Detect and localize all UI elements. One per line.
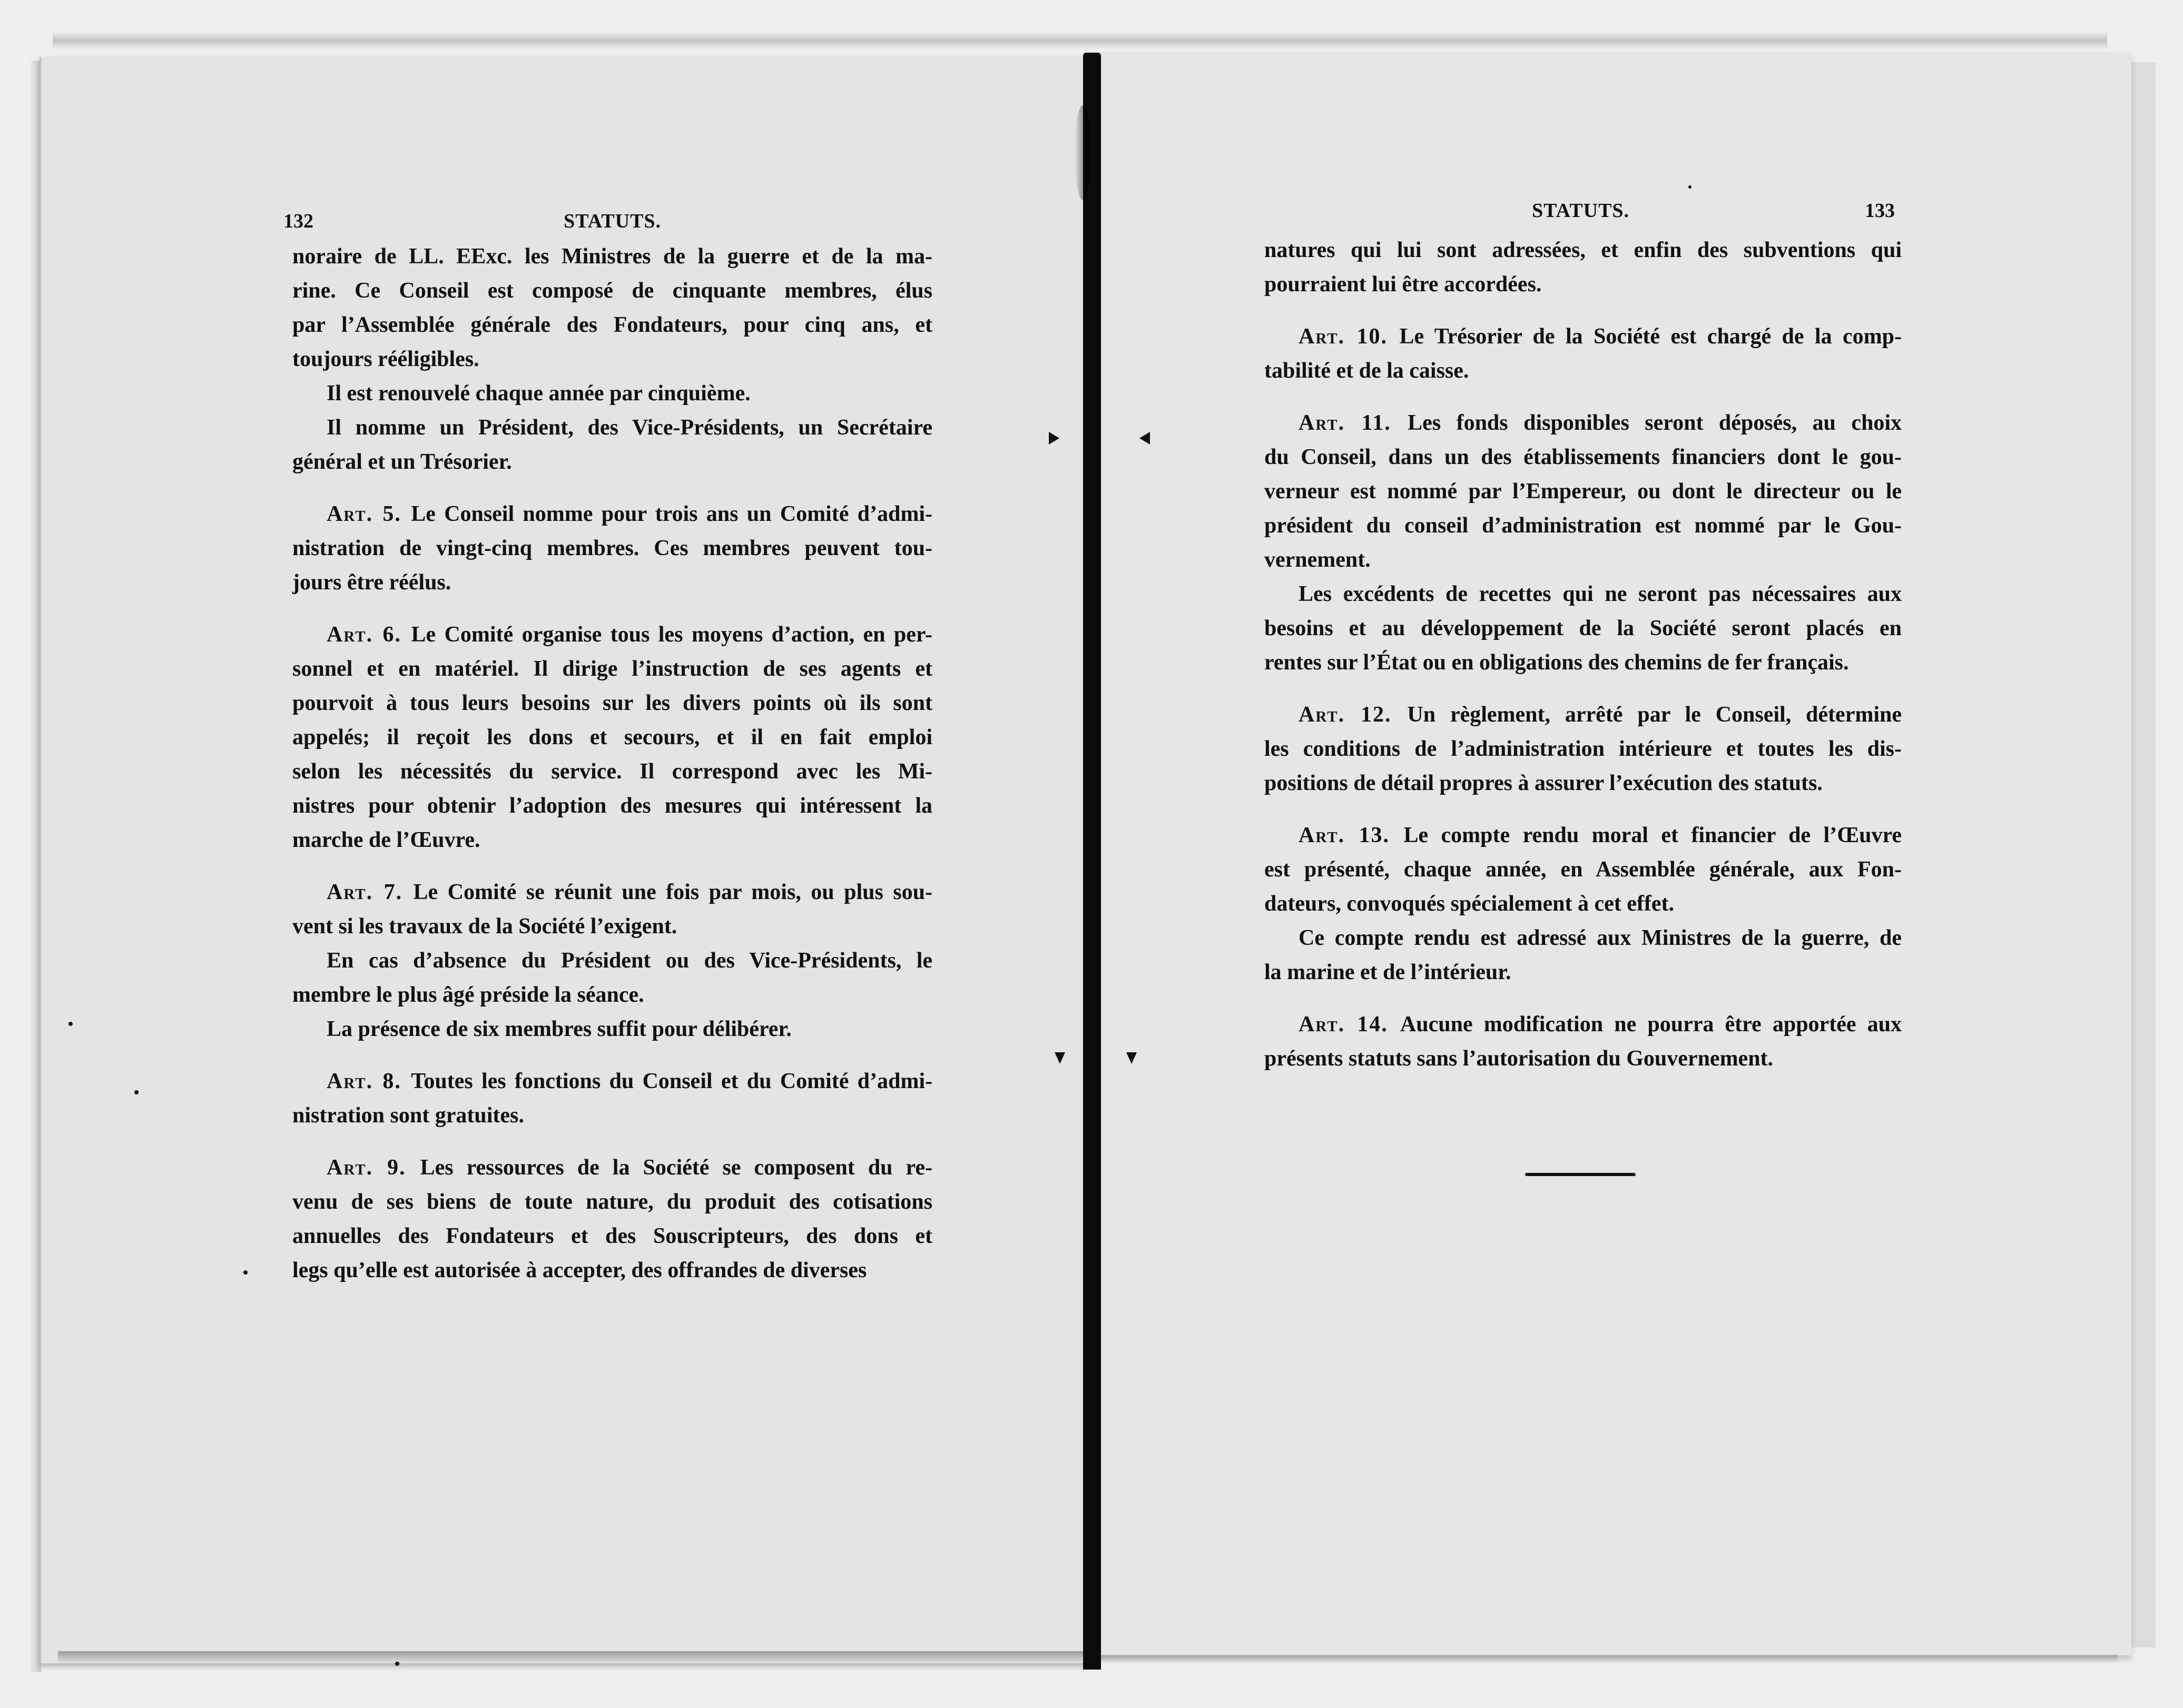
article-label: Art. 12.	[1299, 703, 1408, 727]
article-line: du Conseil, dans un des établissements financiers dont le gou-	[1264, 445, 1902, 469]
article-line: tabilité et de la caisse.	[1264, 359, 1469, 383]
speck	[395, 1662, 399, 1666]
article-label: Art. 7.	[327, 880, 414, 904]
text-line: membre le plus âgé préside la séance.	[292, 983, 644, 1007]
registration-mark-icon	[1139, 432, 1150, 445]
paragraph-gap	[1264, 302, 1902, 320]
article-line: Art. 10. Le Trésorier de la Société est chargé de la comp-	[1299, 324, 1902, 349]
article-line: nistres pour obtenir l’adoption des mesures qui intéressent la	[292, 794, 932, 818]
right-page-text	[1264, 233, 1902, 1076]
text-line: Il est renouvelé chaque année par cinquième.	[327, 381, 751, 406]
article-line: sonnel et en matériel. Il dirige l’instruction de ses agents et	[292, 657, 932, 681]
gutter-fold	[1075, 105, 1090, 200]
article-line: positions de détail propres à assurer l’exécution des statuts.	[1264, 771, 1823, 795]
text-line: général et un Trésorier.	[292, 450, 512, 474]
paragraph-gap	[1264, 801, 1902, 818]
paragraph-gap	[292, 857, 932, 875]
text-line: Il nomme un Président, des Vice-Présidents, un Secrétaire	[327, 416, 932, 440]
left-bottom-shadow	[58, 1651, 1090, 1664]
article-label: Art. 13.	[1299, 823, 1404, 847]
article-line: verneur est nommé par l’Empereur, ou dont le directeur ou le	[1264, 479, 1902, 503]
paragraph-gap	[1264, 990, 1902, 1008]
text-line: rentes sur l’État ou en obligations des chemins de fer français.	[1264, 650, 1849, 675]
article-line: dateurs, convoqués spécialement à cet effet.	[1264, 892, 1674, 916]
article-line: les conditions de l’administration intérieure et toutes les dis-	[1264, 737, 1902, 761]
text-line: natures qui lui sont adressées, et enfin des subventions qui	[1264, 238, 1902, 262]
speck	[68, 1022, 73, 1026]
article-line: est présenté, chaque année, en Assemblée générale, aux Fon-	[1264, 857, 1902, 882]
speck	[134, 1090, 139, 1094]
article-label: Art. 8.	[327, 1069, 411, 1093]
article-line: Art. 13. Le compte rendu moral et financier de l’Œuvre	[1299, 823, 1902, 847]
paragraph-gap	[1264, 680, 1902, 698]
article-label: Art. 11.	[1299, 411, 1408, 435]
article-line: annuelles des Fondateurs et des Souscripteurs, des dons et	[292, 1224, 932, 1248]
book-gutter	[1083, 53, 1101, 1670]
article-line: Art. 7. Le Comité se réunit une fois par mois, ou plus sou-	[327, 880, 932, 904]
article-line: présents statuts sans l’autorisation du Gouvernement.	[1264, 1046, 1774, 1071]
article-line: appelés; il reçoit les dons et secours, et il en fait emploi	[292, 725, 932, 749]
text-line: pourraient lui être accordées.	[1264, 272, 1542, 297]
speck	[1688, 185, 1692, 189]
text-line: En cas d’absence du Président ou des Vice-Présidents, le	[327, 949, 932, 973]
text-line: par l’Assemblée générale des Fondateurs, pour cinq ans, et	[292, 313, 932, 337]
text-line: Les excédents de recettes qui ne seront pas nécessaires aux	[1299, 582, 1902, 606]
article-line: Art. 12. Un règlement, arrêté par le Conseil, détermine	[1299, 703, 1902, 727]
text-line: besoins et au développement de la Société seront placés en	[1264, 616, 1902, 640]
paragraph-gap	[292, 1046, 932, 1064]
paragraph-gap	[1264, 388, 1902, 406]
article-label: Art. 10.	[1299, 324, 1400, 349]
article-label: Art. 6.	[327, 623, 411, 647]
article-label: Art. 9.	[327, 1156, 420, 1180]
article-line: venu de ses biens de toute nature, du produit des cotisations	[292, 1190, 932, 1214]
article-line: marche de l’Œuvre.	[292, 828, 480, 852]
running-head-left: STATUTS.	[564, 210, 662, 232]
article-line: nistration de vingt-cinq membres. Ces membres peuvent tou-	[292, 536, 932, 560]
text-line: rine. Ce Conseil est composé de cinquante membres, élus	[292, 279, 932, 303]
article-line: vent si les travaux de la Société l’exigent.	[292, 914, 677, 939]
text-line: toujours rééligibles.	[292, 347, 479, 371]
article-line: Art. 14. Aucune modification ne pourra être apportée aux	[1299, 1012, 1902, 1036]
article-line: président du conseil d’administration est nommé par le Gou-	[1264, 514, 1902, 538]
page-number-left: 132	[283, 210, 313, 232]
article-line: pourvoit à tous leurs besoins sur les divers points où ils sont	[292, 691, 932, 715]
text-line: La présence de six membres suffit pour délibérer.	[327, 1017, 792, 1041]
text-line: la marine et de l’intérieur.	[1264, 960, 1511, 984]
end-of-text-rule	[1525, 1173, 1636, 1176]
right-bottom-shadow	[1101, 1655, 2118, 1663]
running-head-right: STATUTS.	[1532, 200, 1630, 222]
text-line: Ce compte rendu est adressé aux Ministres de la guerre, de	[1299, 926, 1902, 950]
article-line: Art. 6. Le Comité organise tous les moyens d’action, en per-	[327, 623, 932, 647]
text-line: noraire de LL. EExc. les Ministres de la guerre et de la ma-	[292, 244, 932, 269]
speck	[243, 1270, 248, 1275]
paragraph-gap	[292, 1133, 932, 1151]
article-label: Art. 5.	[327, 502, 411, 526]
page-number-right: 133	[1865, 200, 1895, 222]
article-line: Art. 8. Toutes les fonctions du Conseil et du Comité d’admi-	[327, 1069, 932, 1093]
registration-mark-icon	[1049, 432, 1059, 445]
article-line: Art. 9. Les ressources de la Société se composent du re-	[327, 1156, 932, 1180]
article-line: nistration sont gratuites.	[292, 1103, 524, 1128]
article-line: selon les nécessités du service. Il correspond avec les Mi-	[292, 759, 932, 784]
paragraph-gap	[292, 479, 932, 497]
article-line: vernement.	[1264, 548, 1371, 572]
left-page-text	[292, 240, 932, 1288]
article-line: Art. 11. Les fonds disponibles seront déposés, au choix	[1299, 411, 1902, 435]
paragraph-gap	[292, 600, 932, 618]
article-line: jours être réélus.	[292, 570, 451, 595]
registration-mark-icon	[1055, 1052, 1065, 1064]
article-label: Art. 14.	[1299, 1012, 1400, 1036]
article-line: legs qu’elle est autorisée à accepter, des offrandes de diverses	[292, 1258, 867, 1282]
article-line: Art. 5. Le Conseil nomme pour trois ans un Comité d’admi-	[327, 502, 932, 526]
top-edge-shadow	[53, 32, 2107, 50]
registration-mark-icon	[1126, 1052, 1137, 1064]
